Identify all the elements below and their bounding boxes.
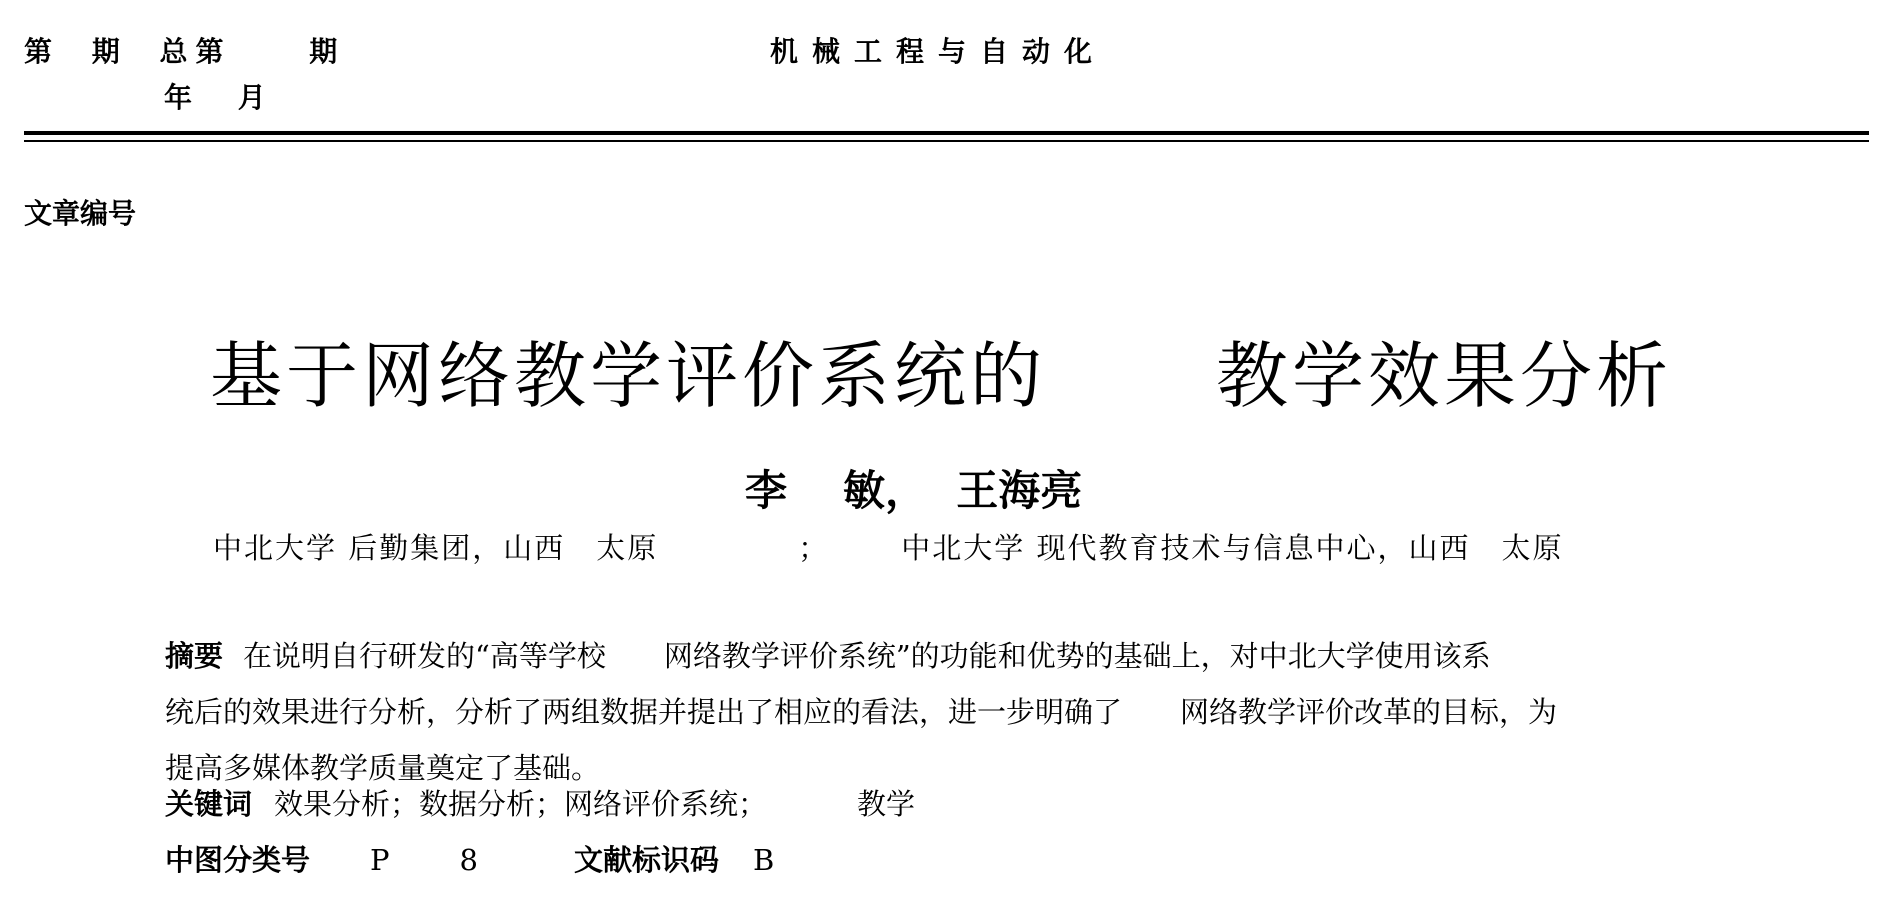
issue-line <box>24 30 359 70</box>
keywords-text: 效果分析；数据分析；网络评价系统； <box>274 787 768 821</box>
abstract-line-1 <box>165 628 1725 684</box>
header-issue-info <box>24 30 359 116</box>
issue-part: 期 <box>309 35 346 68</box>
author-surname: 李 <box>745 466 788 515</box>
keywords <box>165 782 915 823</box>
journal-name: 机械工程与自动化 <box>770 35 1107 68</box>
header-rule-thick <box>24 131 1869 135</box>
year-month-line <box>24 76 359 116</box>
author-second: 王海亮 <box>956 466 1083 515</box>
article-number-label: 文章编号 <box>24 197 137 230</box>
abstract-label: 摘要 <box>165 639 224 673</box>
clc-label: 中图分类号 <box>165 843 311 877</box>
clc-value-2: 8 <box>459 843 478 877</box>
month-label: 月 <box>237 81 284 114</box>
clc-value-1: P <box>370 843 390 877</box>
paper-title <box>210 318 1672 422</box>
affiliation-1: 中北大学 后勤集团，山西 太原 <box>213 531 659 565</box>
issue-part: 总第 <box>159 35 232 68</box>
abstract <box>165 628 1725 796</box>
title-part2: 教学效果分析 <box>1216 334 1673 418</box>
affiliation-separator: ； <box>798 531 830 565</box>
abstract-line-3: 提高多媒体教学质量奠定了基础。 <box>165 751 601 785</box>
abstract-text-1: 在说明自行研发的“高等学校 网络教学评价系统”的功能和优势的基础上，对中北大学使用该系 <box>243 639 1491 673</box>
keywords-label: 关键词 <box>165 787 253 821</box>
doc-code-value: B <box>753 843 775 877</box>
issue-part: 期 <box>91 35 128 68</box>
affiliation-2: 中北大学 现代教育技术与信息中心，山西 太原 <box>901 531 1564 565</box>
author-given: 敏， <box>843 466 928 515</box>
header-rule-thin <box>24 140 1869 142</box>
classification <box>165 838 774 879</box>
title-part1: 基于网络教学评价系统的 <box>210 334 1047 418</box>
keywords-last: 教学 <box>857 787 916 821</box>
abstract-line-2: 统后的效果进行分析，分析了两组数据并提出了相应的看法，进一步明确了 网络教学评价改革的目标，为 <box>165 695 1558 729</box>
affiliations <box>213 526 1563 567</box>
authors <box>745 458 1082 518</box>
year-label: 年 <box>164 81 211 114</box>
doc-code-label: 文献标识码 <box>573 843 719 877</box>
issue-part: 第 <box>24 35 61 68</box>
